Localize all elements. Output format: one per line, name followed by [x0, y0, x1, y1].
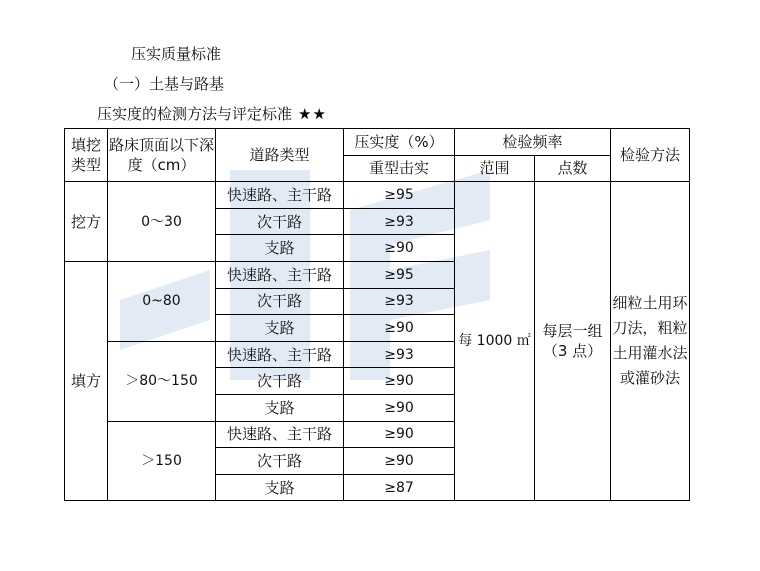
road-type-cell: 支路	[216, 474, 344, 501]
compaction-value: ≥87	[344, 474, 455, 501]
road-type-cell: 快速路、主干路	[216, 341, 344, 368]
range-value: 每 1000 ㎡	[455, 182, 535, 501]
header-row-1	[65, 129, 690, 156]
road-type-cell: 次干路	[216, 448, 344, 475]
compaction-value: ≥93	[344, 341, 455, 368]
road-type-cell: 支路	[216, 315, 344, 342]
cut-label: 挖方	[65, 182, 108, 262]
fill-label: 填方	[65, 261, 108, 500]
header-fill-type: 填挖类型	[65, 129, 108, 182]
road-type-cell: 快速路、主干路	[216, 182, 344, 209]
road-type-cell: 次干路	[216, 368, 344, 395]
header-frequency: 检验频率	[455, 129, 611, 156]
road-type-cell: 次干路	[216, 208, 344, 235]
depth-cell: ＞150	[108, 421, 216, 501]
header-heavy-compaction: 重型击实	[344, 155, 455, 182]
road-type-cell: 快速路、主干路	[216, 261, 344, 288]
header-method: 检验方法	[611, 129, 690, 182]
header-road-type: 道路类型	[216, 129, 344, 182]
header-range: 范围	[455, 155, 535, 182]
compaction-value: ≥93	[344, 288, 455, 315]
compaction-value: ≥90	[344, 448, 455, 475]
compaction-value: ≥90	[344, 394, 455, 421]
compaction-value: ≥90	[344, 368, 455, 395]
points-value: 每层一组（3 点）	[535, 182, 611, 501]
table-caption-text: 压实度的检测方法与评定标准	[97, 105, 293, 123]
compaction-standard-table	[64, 128, 690, 501]
road-type-cell: 支路	[216, 394, 344, 421]
table-caption	[97, 103, 327, 124]
road-type-cell: 次干路	[216, 288, 344, 315]
compaction-value: ≥90	[344, 235, 455, 262]
road-type-cell: 支路	[216, 235, 344, 262]
depth-cell: 0~80	[108, 261, 216, 341]
star-rating-icon: ★★	[298, 105, 327, 123]
method-value: 细粒土用环刀法，粗粒土用灌水法或灌砂法	[611, 182, 690, 501]
table-row	[65, 182, 690, 209]
header-compaction: 压实度（%）	[344, 129, 455, 156]
compaction-value: ≥90	[344, 421, 455, 448]
header-points: 点数	[535, 155, 611, 182]
depth-cell: ＞80～150	[108, 341, 216, 421]
compaction-value: ≥95	[344, 261, 455, 288]
compaction-value: ≥95	[344, 182, 455, 209]
road-type-cell: 快速路、主干路	[216, 421, 344, 448]
compaction-value: ≥90	[344, 315, 455, 342]
compaction-value: ≥93	[344, 208, 455, 235]
page-title: 压实质量标准	[131, 45, 222, 63]
section-heading: （一）土基与路基	[104, 75, 225, 93]
depth-cell: 0～30	[108, 182, 216, 262]
header-depth: 路床顶面以下深度（cm）	[108, 129, 216, 182]
